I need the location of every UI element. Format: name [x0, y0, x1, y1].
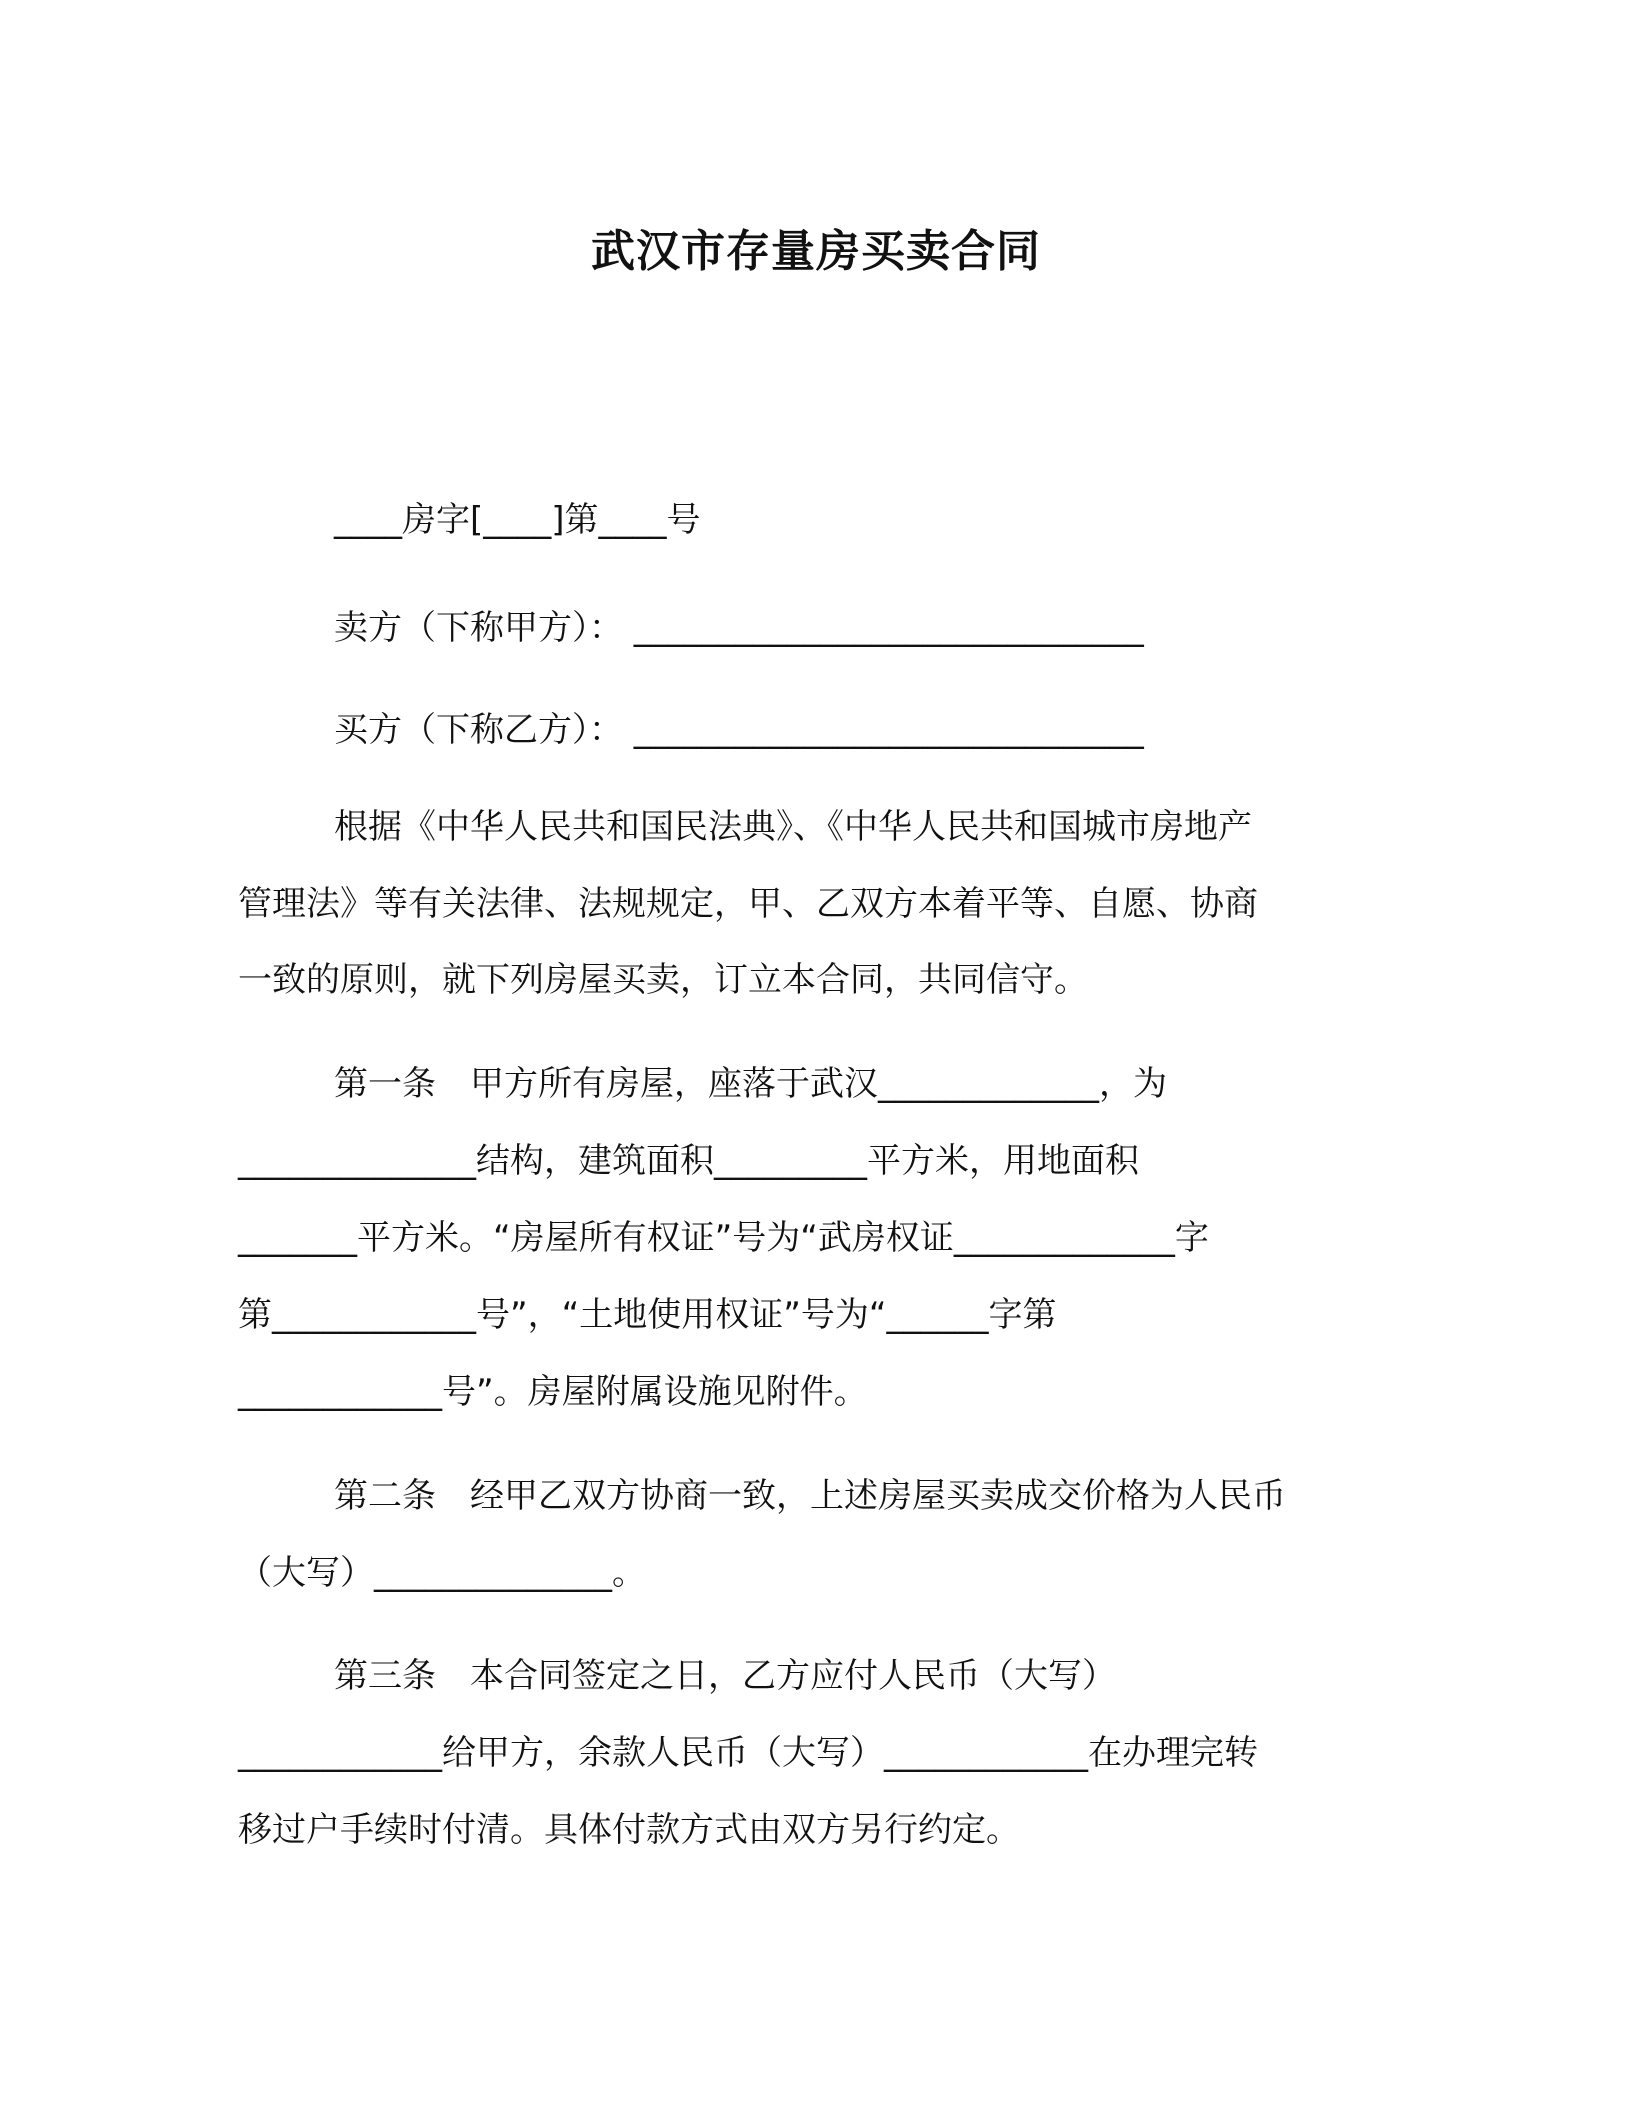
- article2-line-1: 第二条 经甲乙双方协商一致，上述房屋买卖成交价格为人民币: [334, 1476, 1286, 1516]
- article2-line-2: （大写）______________。: [238, 1553, 646, 1593]
- article3-line-2: ____________给甲方，余款人民币（大写）____________在办理完转: [238, 1733, 1258, 1773]
- article1-line-2: ______________结构，建筑面积_________平方米，用地面积: [238, 1141, 1139, 1181]
- preamble-line-1: 根据《中华人民共和国民法典》、《中华人民共和国城市房地产: [334, 807, 1252, 847]
- article1-line-5: ____________号”。房屋附属设施见附件。: [238, 1372, 868, 1412]
- article1-line-1: 第一条 甲方所有房屋，座落于武汉_____________，为: [334, 1064, 1167, 1104]
- article3-line-3: 移过户手续时付清。具体付款方式由双方另行约定。: [238, 1810, 1020, 1850]
- seller-line: 卖方（下称甲方）： ______________________________: [334, 608, 1144, 648]
- article1-line-4: 第____________号”，“土地使用权证”号为“______字第: [238, 1295, 1057, 1335]
- article1-line-3: _______平方米。“房屋所有权证”号为“武房权证_____________字: [238, 1218, 1209, 1258]
- document-title: 武汉市存量房买卖合同: [591, 226, 1041, 277]
- preamble-line-3: 一致的原则，就下列房屋买卖，订立本合同，共同信守。: [238, 960, 1088, 1000]
- article3-line-1: 第三条 本合同签定之日，乙方应付人民币（大写）: [334, 1656, 1116, 1696]
- buyer-line: 买方（下称乙方）： ______________________________: [334, 710, 1144, 750]
- document-number: ____房字[____]第____号: [334, 500, 701, 540]
- preamble-line-2: 管理法》等有关法律、法规规定，甲、乙双方本着平等、自愿、协商: [238, 884, 1258, 924]
